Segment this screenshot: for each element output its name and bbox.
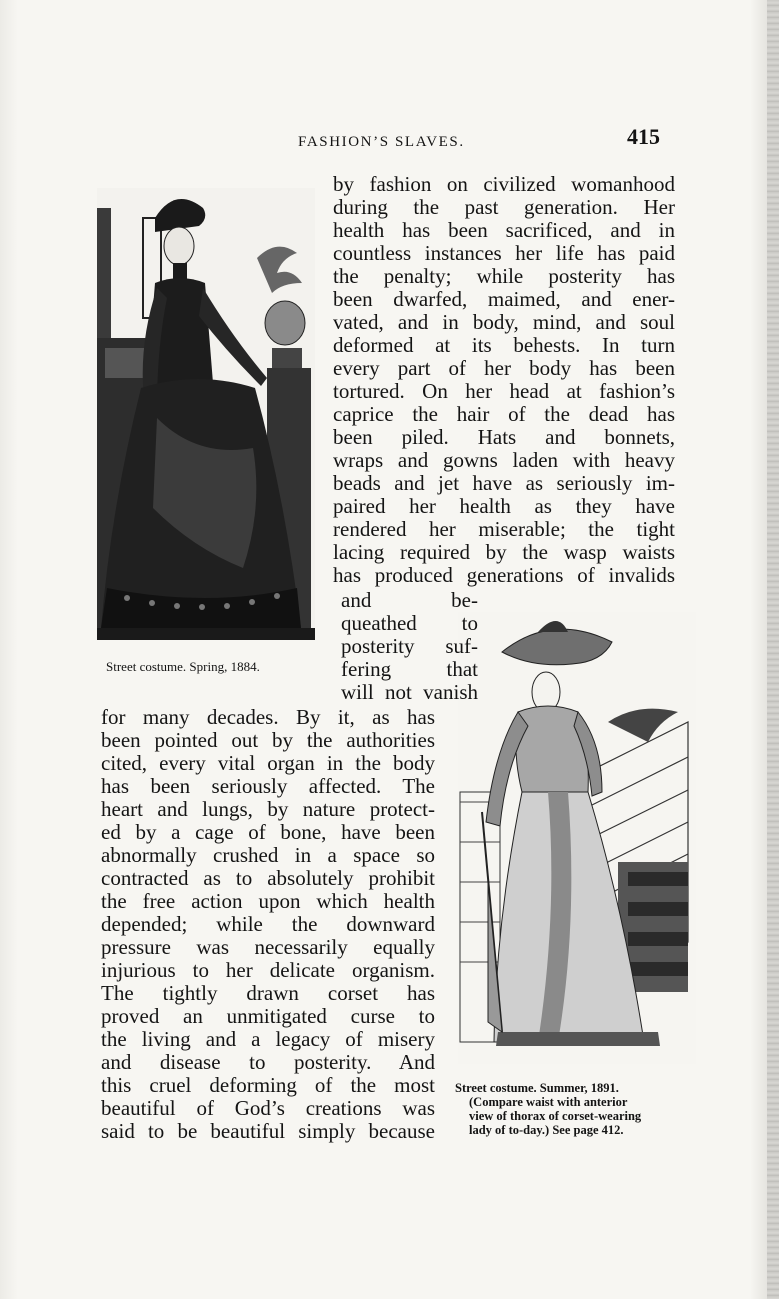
text-line: tortured. On her head at fashion’s [333, 379, 675, 403]
page-number: 415 [627, 124, 660, 149]
text-line: cited, every vital organ in the body [101, 751, 435, 775]
text-line: countless instances her life has paid [333, 241, 675, 265]
text-line: pressure was necessarily equally [101, 935, 435, 959]
figure-street-costume-1891 [458, 612, 696, 1064]
figure-caption-1884: Street costume. Spring, 1884. [106, 659, 260, 674]
text-line: has produced generations of invalids [333, 563, 675, 587]
text-line: injurious to her delicate organism. [101, 958, 435, 982]
text-line: proved an unmitigated curse to [101, 1004, 435, 1028]
text-line: ed by a cage of bone, have been [101, 820, 435, 844]
text-line: beautiful of God’s creations was [101, 1096, 435, 1120]
text-line: said to be beautiful simply because [101, 1119, 435, 1143]
figure-caption-1891-line-1: Street costume. Summer, 1891. [455, 1081, 619, 1095]
text-line: vated, and in body, mind, and soul [333, 310, 675, 334]
text-line: fering that [341, 657, 478, 681]
text-line: for many decades. By it, as has [101, 705, 435, 729]
text-line: paired her health as they have [333, 494, 675, 518]
text-line: wraps and gowns laden with heavy [333, 448, 675, 472]
text-line: the free action upon which health [101, 889, 435, 913]
text-line: by fashion on civilized womanhood [333, 172, 675, 196]
figure-caption-1891-line-3: view of thorax of corset-wearing [469, 1109, 642, 1123]
text-line: and be- [341, 588, 478, 612]
text-line: beads and jet have as seriously im- [333, 471, 675, 495]
text-line: during the past generation. Her [333, 195, 675, 219]
text-line: every part of her body has been [333, 356, 675, 380]
text-line: posterity suf- [341, 634, 478, 658]
text-line: been dwarfed, maimed, and ener- [333, 287, 675, 311]
text-line: health has been sacrificed, and in [333, 218, 675, 242]
figure-caption-1891-line-4: lady of to-day.) See page 412. [469, 1123, 624, 1137]
text-line: queathed to [341, 611, 478, 635]
text-line: lacing required by the wasp waists [333, 540, 675, 564]
text-line: depended; while the downward [101, 912, 435, 936]
figure-caption-1891-line-2: (Compare waist with anterior [469, 1095, 628, 1109]
text-line: contracted as to absolutely prohibit [101, 866, 435, 890]
text-line: The tightly drawn corset has [101, 981, 435, 1005]
text-line: heart and lungs, by nature protect- [101, 797, 435, 821]
text-line: been pointed out by the authorities [101, 728, 435, 752]
text-line: the living and a legacy of misery [101, 1027, 435, 1051]
page-edge [767, 0, 779, 1299]
text-line: been piled. Hats and bonnets, [333, 425, 675, 449]
text-line: will not vanish [341, 680, 478, 704]
text-line: and disease to posterity. And [101, 1050, 435, 1074]
text-line: abnormally crushed in a space so [101, 843, 435, 867]
running-head: FASHION’S SLAVES. [298, 134, 465, 150]
text-line: rendered her miserable; the tight [333, 517, 675, 541]
text-line: caprice the hair of the dead has [333, 402, 675, 426]
text-line: deformed at its behests. In turn [333, 333, 675, 357]
figure-street-costume-1884 [97, 188, 315, 640]
text-line: the penalty; while posterity has [333, 264, 675, 288]
text-line: has been seriously affected. The [101, 774, 435, 798]
text-line: this cruel deforming of the most [101, 1073, 435, 1097]
